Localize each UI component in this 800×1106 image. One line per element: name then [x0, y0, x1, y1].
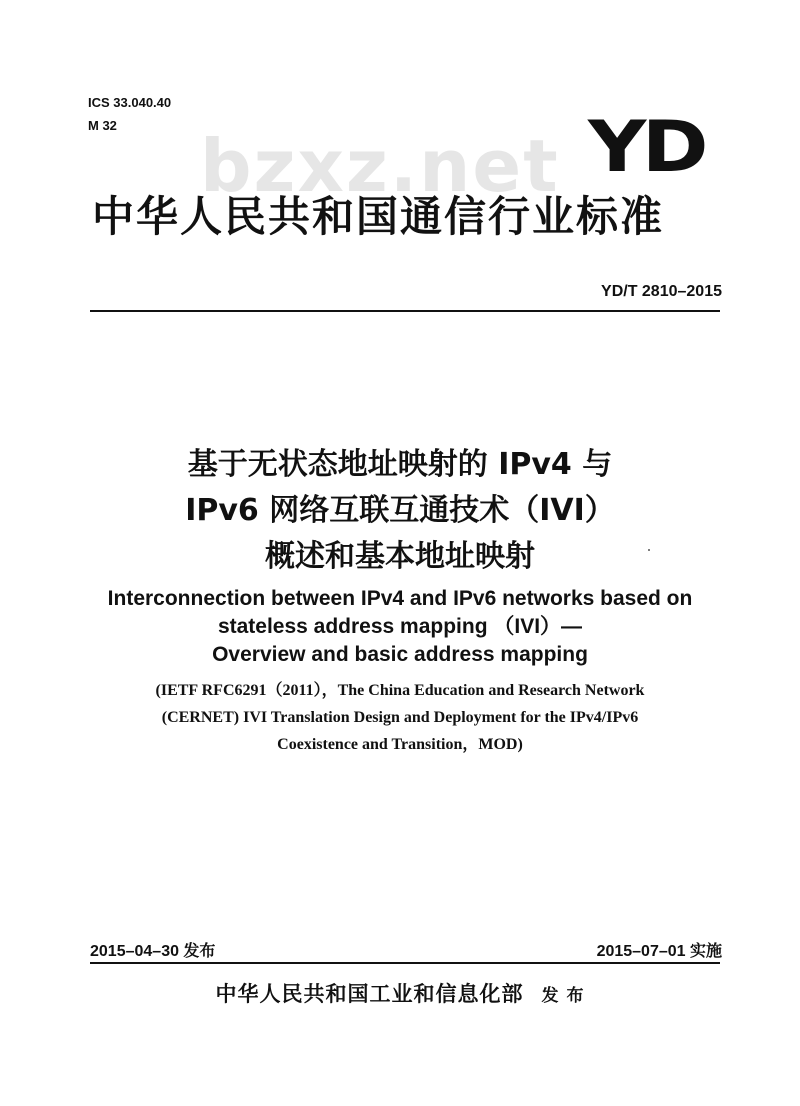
watermark: bzxz.net [200, 124, 560, 208]
chinese-title-line-3: 概述和基本地址映射 [265, 539, 535, 574]
ics-code: ICS 33.040.40 [88, 95, 172, 110]
chinese-title-line-2: IPv6 网络互联互通技术（IVI） [185, 493, 615, 528]
publisher-name: 中华人民共和国工业和信息化部 [215, 981, 524, 1006]
english-title-line-2: stateless address mapping （IVI）— [217, 615, 583, 638]
classification-code: M 32 [88, 118, 117, 133]
scan-speck [648, 549, 650, 551]
english-title [0, 585, 800, 669]
standard-number: YD/T 2810–2015 [601, 283, 722, 300]
yd-logo: YD [588, 106, 704, 188]
reference-line-2: (CERNET) IVI Translation Design and Deployment for the IPv4/IPv6 [161, 709, 639, 726]
chinese-title-line-1: 基于无状态地址映射的 IPv4 与 [187, 447, 613, 482]
english-title-line-1: Interconnection between IPv4 and IPv6 networks based on [107, 587, 693, 610]
english-title-line-3: Overview and basic address mapping [212, 643, 588, 666]
issue-date: 2015–04–30 发布 [90, 943, 216, 960]
reference-line-3: Coexistence and Transition，MOD) [277, 736, 523, 753]
header-divider [90, 310, 720, 312]
publish-label: 发 布 [541, 986, 585, 1006]
implementation-date: 2015–07–01 实施 [596, 943, 722, 960]
footer-divider [90, 962, 720, 964]
reference-note [0, 677, 800, 758]
chinese-title [0, 442, 800, 580]
standard-category-title: 中华人民共和国通信行业标准 [92, 192, 665, 241]
publisher-line [0, 978, 800, 1008]
reference-line-1: (IETF RFC6291（2011），The China Education and Research Network [155, 682, 645, 699]
